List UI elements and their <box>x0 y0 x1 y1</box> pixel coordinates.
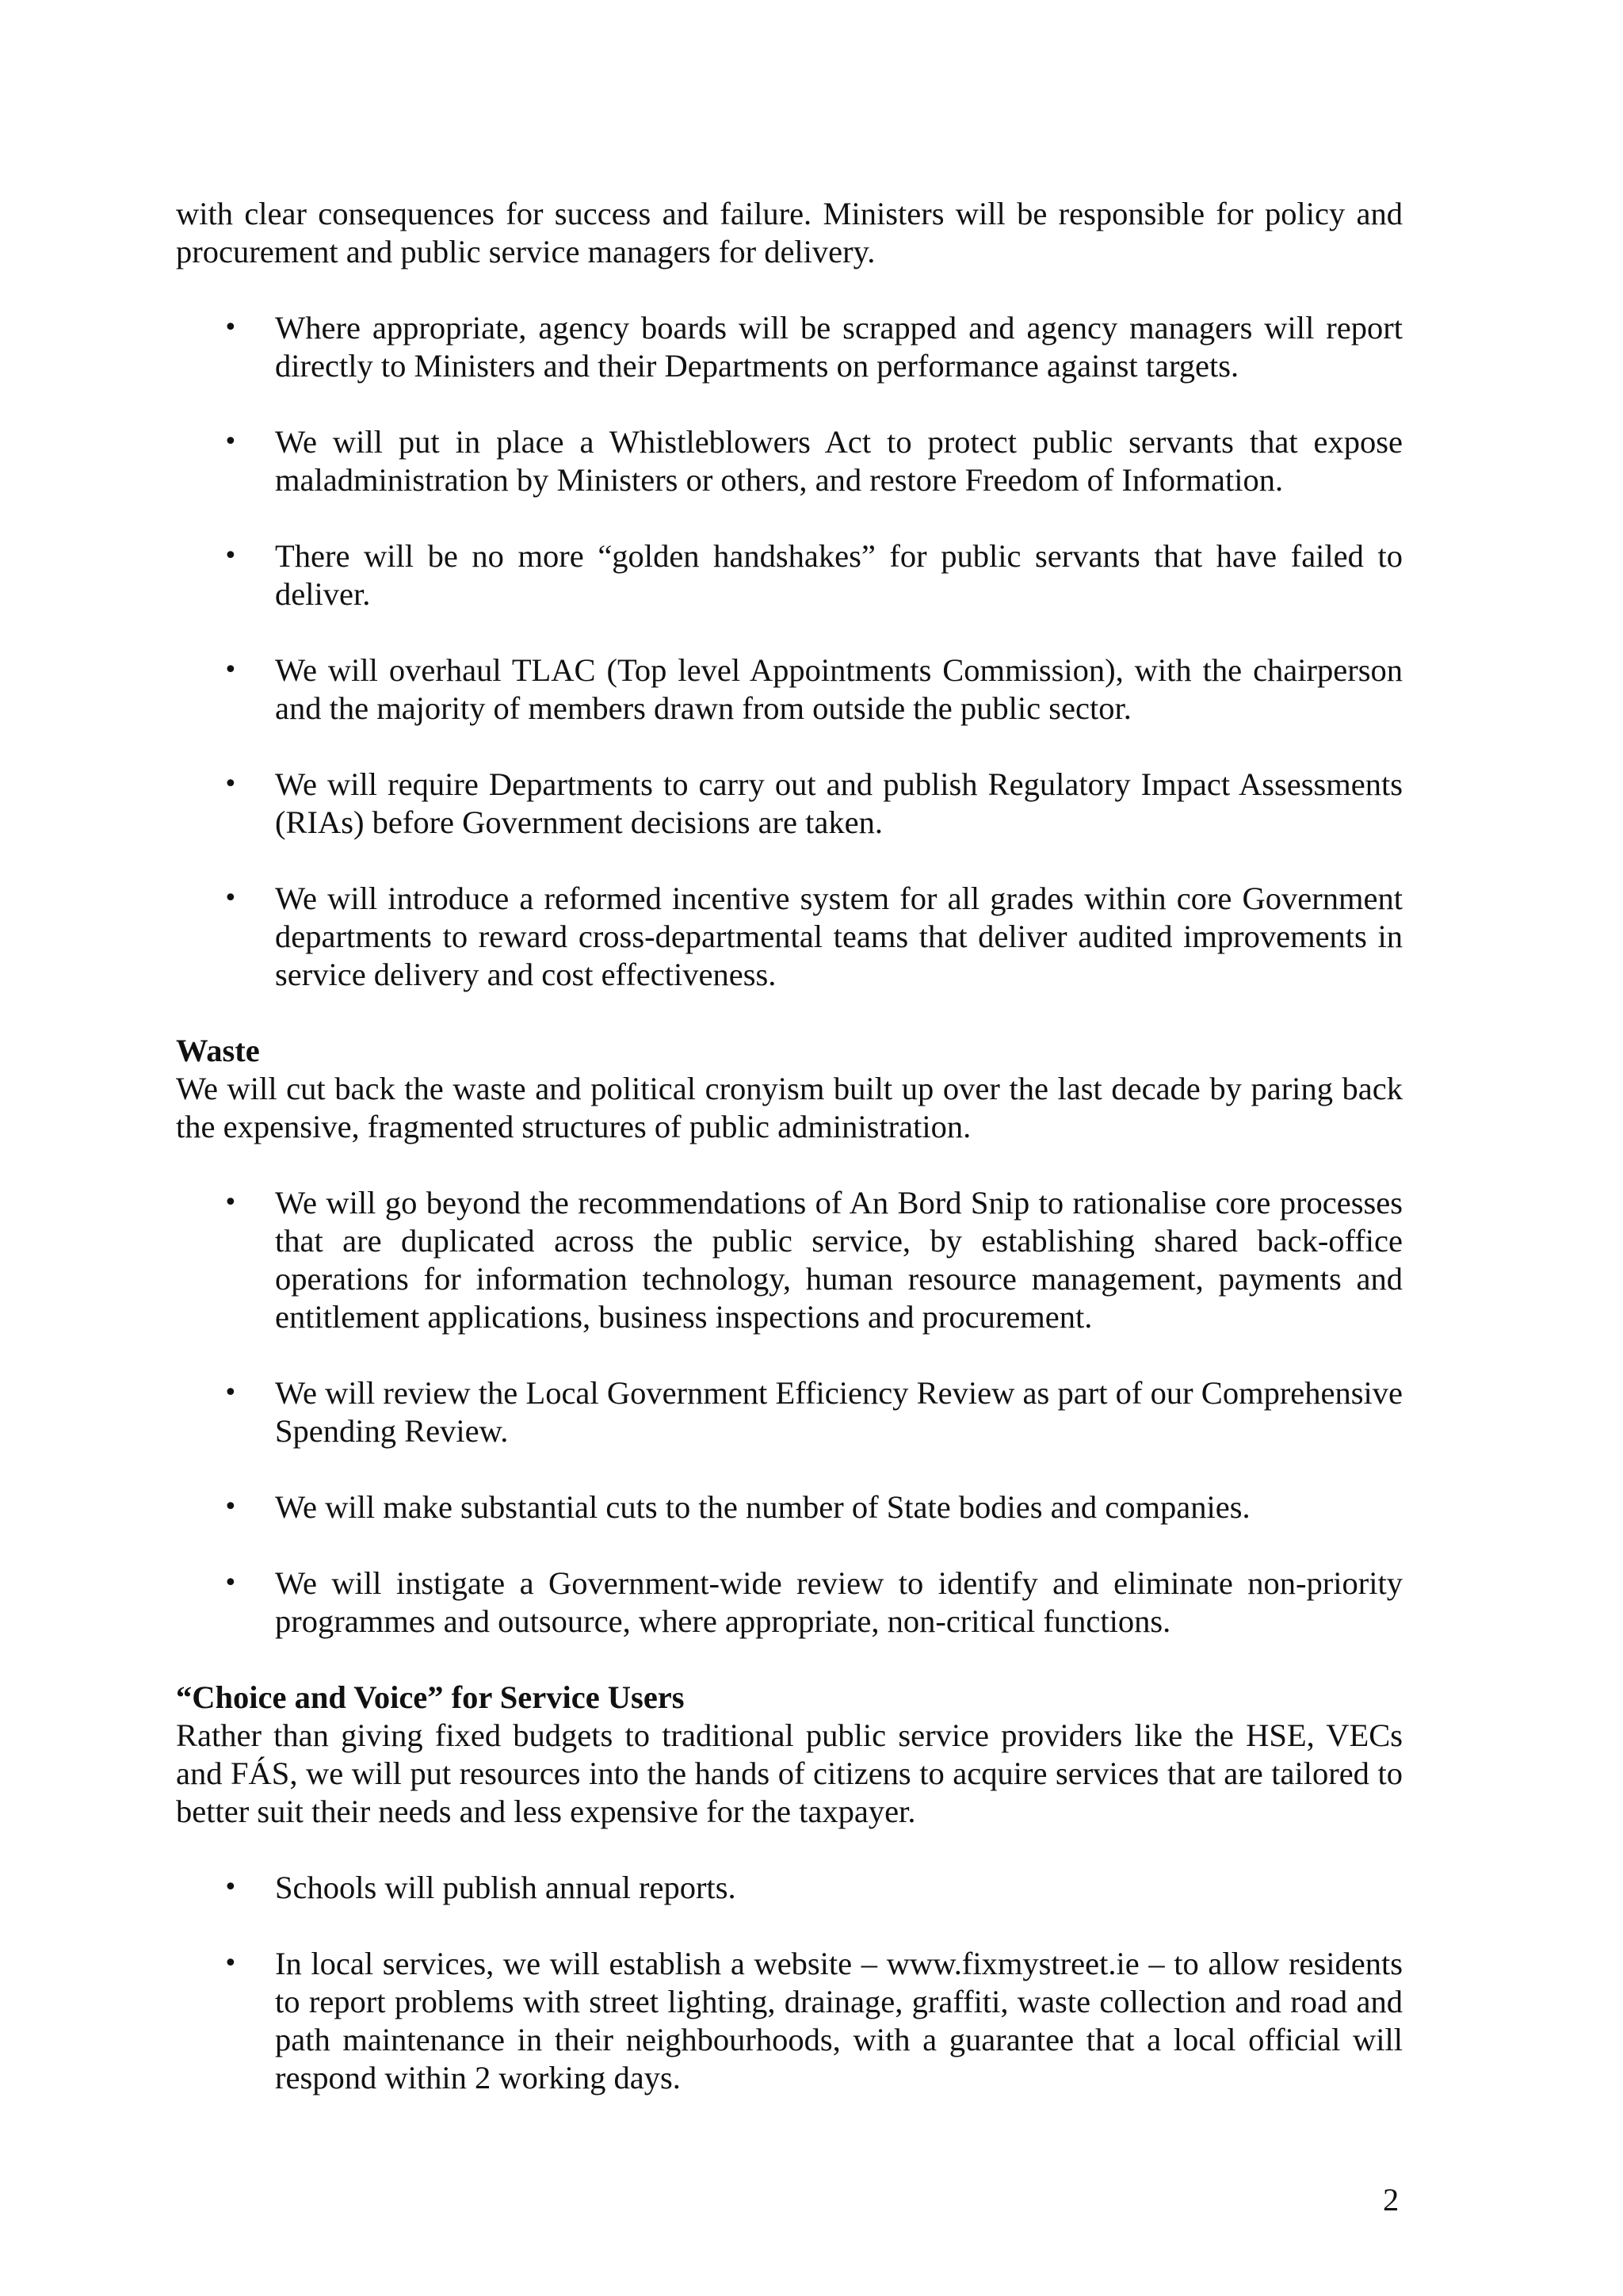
list-item-text: We will instigate a Government-wide review to identify and eliminate non-priority programmes and outsource, where appropriate, non-critical functions. <box>275 1565 1403 1639</box>
spacer <box>176 1831 1403 1869</box>
spacer <box>176 1146 1403 1184</box>
list-item <box>176 423 1403 499</box>
page-number: 2 <box>1383 2182 1400 2218</box>
list-item-text: We will go beyond the recommendations of An Bord Snip to rationalise core processes that are duplicated across the public service, by establishing shared back-office operations for information technology, human resource management, payments and entitlement applications, business inspections and procurement. <box>275 1185 1403 1335</box>
list-item <box>176 766 1403 842</box>
list-item <box>176 537 1403 613</box>
spacer <box>176 1336 1403 1374</box>
list-item-text: We will overhaul TLAC (Top level Appointments Commission), with the chairperson and the majority of members drawn from outside the public sector. <box>275 652 1403 726</box>
list-item <box>176 1184 1403 1336</box>
choice-paragraph: Rather than giving fixed budgets to traditional public service providers like the HSE, VECs and FÁS, we will put resources into the hands of citizens to acquire services that are tailored to better suit their needs and less expensive for the taxpayer. <box>176 1717 1403 1829</box>
bullet-icon: • <box>223 1189 238 1217</box>
bullet-icon: • <box>223 1950 238 1977</box>
list-item-text: In local services, we will establish a website – www.fixmystreet.ie – to allow residents to report problems with street lighting, drainage, graffiti, waste collection and road and path maintenance in their neighbourhoods, with a guarantee that a local official will respond within 2 working days. <box>275 1946 1403 2095</box>
list-item-text: We will put in place a Whistleblowers Act to protect public servants that expose maladministration by Ministers or others, and restore Freedom of Information. <box>275 424 1403 498</box>
bullet-icon: • <box>223 656 238 684</box>
list-item <box>176 651 1403 728</box>
section-heading-choice: “Choice and Voice” for Service Users <box>176 1679 685 1715</box>
list-item-text: Where appropriate, agency boards will be scrapped and agency managers will report directly to Ministers and their Departments on performance against targets. <box>275 310 1403 384</box>
list-item <box>176 880 1403 994</box>
list-item-text: We will require Departments to carry out and publish Regulatory Impact Assessments (RIAs) before Government decisions are taken. <box>275 766 1403 840</box>
spacer <box>176 1450 1403 1488</box>
list-item <box>176 1564 1403 1641</box>
bullet-icon: • <box>223 1379 238 1407</box>
section-heading-waste: Waste <box>176 1033 260 1068</box>
spacer <box>176 613 1403 651</box>
spacer <box>176 385 1403 423</box>
waste-paragraph: We will cut back the waste and political cronyism built up over the last decade by paring back the expensive, fragmented structures of public administration. <box>176 1071 1403 1144</box>
list-item-text: We will make substantial cuts to the number of State bodies and companies. <box>275 1489 1251 1525</box>
spacer <box>176 1526 1403 1564</box>
list-item-text: Schools will publish annual reports. <box>275 1870 736 1905</box>
spacer <box>176 1907 1403 1945</box>
spacer <box>176 728 1403 766</box>
list-item <box>176 1488 1403 1526</box>
accountability-list <box>176 309 1403 994</box>
document-page <box>176 195 1403 2097</box>
list-item-text: There will be no more “golden handshakes” for public servants that have failed to deliver. <box>275 538 1403 612</box>
bullet-icon: • <box>223 1874 238 1901</box>
spacer <box>176 499 1403 537</box>
bullet-icon: • <box>223 884 238 912</box>
bullet-icon: • <box>223 428 238 456</box>
intro-paragraph: with clear consequences for success and failure. Ministers will be responsible for policy and procurement and public service managers for delivery. <box>176 196 1403 269</box>
list-item-text: We will introduce a reformed incentive system for all grades within core Government departments to reward cross-departmental teams that deliver audited improvements in service delivery and cost effectiveness. <box>275 881 1403 992</box>
list-item <box>176 309 1403 385</box>
bullet-icon: • <box>223 1569 238 1597</box>
spacer <box>176 1641 1403 1679</box>
spacer <box>176 271 1403 309</box>
list-item <box>176 1945 1403 2097</box>
list-item <box>176 1869 1403 1907</box>
list-item-text: We will review the Local Government Efficiency Review as part of our Comprehensive Spending Review. <box>275 1375 1403 1449</box>
choice-list <box>176 1869 1403 2097</box>
waste-list <box>176 1184 1403 1641</box>
bullet-icon: • <box>223 314 238 342</box>
list-item <box>176 1374 1403 1450</box>
bullet-icon: • <box>223 1493 238 1521</box>
spacer <box>176 994 1403 1032</box>
bullet-icon: • <box>223 542 238 570</box>
bullet-icon: • <box>223 770 238 798</box>
spacer <box>176 842 1403 880</box>
